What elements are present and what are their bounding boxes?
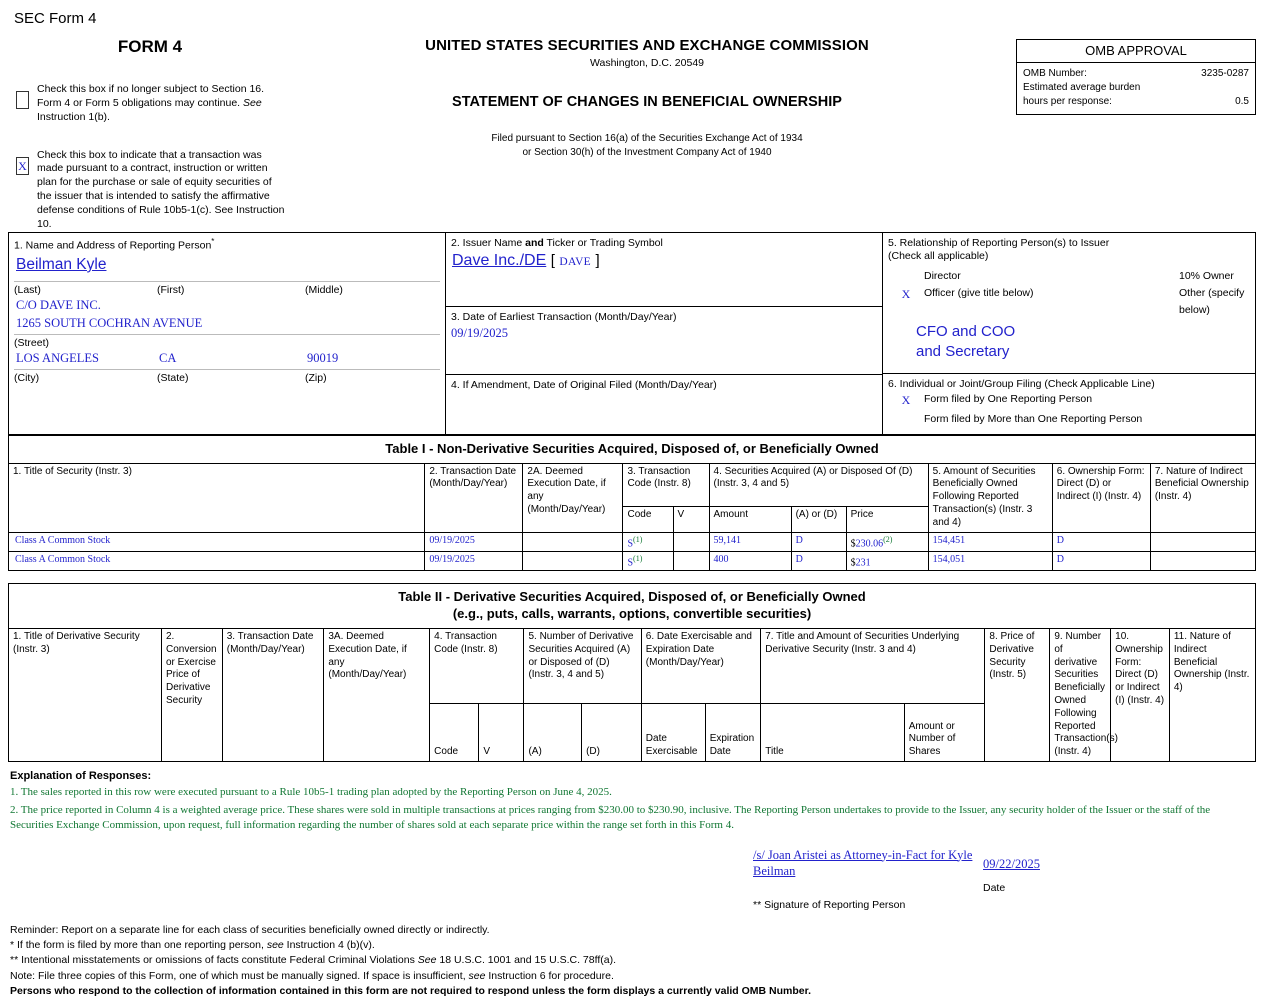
footer-star-b-text: ** Intentional misstatements or omissions of facts constitute Federal Criminal Violations bbox=[10, 954, 418, 967]
form-title: FORM 4 bbox=[117, 37, 183, 56]
table-2-banner-line2: (e.g., puts, calls, warrants, options, convertible securities) bbox=[452, 606, 812, 622]
t1-subheader-ad: (A) or (D) bbox=[791, 507, 846, 532]
t1-r0-price bbox=[846, 532, 928, 551]
t1-subheader-v: V bbox=[673, 507, 709, 532]
t2-subheader-underlying-amount: Amount or Number of Shares bbox=[904, 704, 985, 762]
statement-title: STATEMENT OF CHANGES IN BENEFICIAL OWNERSHIP bbox=[452, 94, 842, 110]
footer-star-a-text: * If the form is filed by more than one reporting person, bbox=[10, 939, 267, 952]
reporting-person-name[interactable]: Beilman Kyle bbox=[16, 255, 107, 273]
ticker-bracket-open: [ bbox=[550, 252, 555, 270]
t1-r0-price-footnote: (2) bbox=[883, 534, 893, 544]
t1-r0-nature bbox=[1150, 532, 1255, 551]
relationship-grid bbox=[888, 268, 1250, 361]
t1-r0-title: Class A Common Stock bbox=[9, 532, 425, 551]
label-middle: (Middle) bbox=[305, 283, 343, 296]
omb-approval-box bbox=[1016, 39, 1256, 115]
reporting-person-name-wrap[interactable] bbox=[14, 253, 440, 279]
t1-r1-owned: 154,051 bbox=[928, 551, 1052, 570]
label-city: (City) bbox=[14, 371, 40, 384]
signature-section bbox=[8, 847, 1256, 912]
t2-header-number-owned: 9. Number of derivative Securities Beneficially Owned Following Reported Transaction(s) (Instr. 4) bbox=[1050, 629, 1111, 762]
table-2-header-row-1 bbox=[9, 629, 1256, 704]
explanation-title: Explanation of Responses: bbox=[10, 770, 152, 783]
signature-spacer bbox=[8, 847, 753, 912]
omb-burden-label-1: Estimated average burden bbox=[1023, 82, 1141, 94]
officer-title-line2: and Secretary bbox=[916, 342, 1010, 360]
t2-header-number-acquired: 5. Number of Derivative Securities Acquired (A) or Disposed of (D) (Instr. 3, 4 and 5) bbox=[524, 629, 641, 704]
filing-row-one-person[interactable] bbox=[888, 391, 1250, 411]
relationship-label-director: Director bbox=[924, 270, 961, 283]
t1-r0-deemed bbox=[523, 532, 623, 551]
value-city: LOS ANGELES bbox=[16, 350, 99, 365]
t2-header-ownership-form: 10. Ownership Form: Direct (D) or Indirect (I) (Instr. 4) bbox=[1111, 629, 1170, 762]
footer-omb-notice: Persons who respond to the collection of information contained in this form are not required to respond unless the form displays a currently valid OMB Number. bbox=[10, 984, 812, 997]
city-state-zip-row bbox=[14, 349, 440, 367]
tables-gap bbox=[8, 571, 1256, 583]
box3-earliest-transaction-date bbox=[446, 307, 882, 375]
t1-header-deemed-date: 2A. Deemed Execution Date, if any (Month/Day/Year) bbox=[523, 463, 623, 532]
t1-r0-price-symbol: $ bbox=[850, 537, 856, 549]
signature-name-column bbox=[753, 847, 983, 912]
table-row bbox=[9, 551, 1256, 570]
t2-header-exercisable-expiration: 6. Date Exercisable and Expiration Date (Month/Day/Year) bbox=[641, 629, 760, 704]
t2-subheader-v: V bbox=[479, 704, 524, 762]
box5-label bbox=[888, 237, 1250, 264]
checkbox-section16-text-before: Check this box if no longer subject to Section 16. Form 4 or Form 5 obligations may continue. bbox=[37, 83, 265, 109]
table-2-derivative bbox=[8, 583, 1256, 762]
relationship-mark-officer[interactable]: X bbox=[901, 286, 911, 301]
t1-header-ownership-form: 6. Ownership Form: Direct (D) or Indirect (I) (Instr. 4) bbox=[1052, 463, 1150, 532]
value-state: CA bbox=[159, 350, 177, 365]
t2-subheader-d: (D) bbox=[582, 704, 642, 762]
form-footer bbox=[8, 923, 1256, 999]
checkbox-section16-label bbox=[37, 83, 288, 125]
t1-subheader-price: Price bbox=[846, 507, 928, 532]
t1-r0-date: 09/19/2025 bbox=[425, 532, 523, 551]
officer-title-text bbox=[916, 322, 1250, 360]
box1-label bbox=[14, 237, 440, 253]
omb-approval-body bbox=[1017, 63, 1255, 114]
filing-mark-one-person[interactable]: X bbox=[901, 393, 911, 408]
signature-date-caption: Date bbox=[983, 881, 1006, 894]
t1-r1-title: Class A Common Stock bbox=[9, 551, 425, 570]
t2-subheader-underlying-title: Title bbox=[761, 704, 905, 762]
divider-name bbox=[14, 281, 440, 282]
box5-relationship bbox=[883, 233, 1255, 374]
omb-number-value: 3235-0287 bbox=[1201, 68, 1249, 79]
t1-header-nature-indirect: 7. Nature of Indirect Beneficial Ownership (Instr. 4) bbox=[1150, 463, 1255, 532]
omb-approval-title: OMB APPROVAL bbox=[1017, 40, 1255, 63]
t2-header-nature-indirect: 11. Nature of Indirect Beneficial Ownership (Instr. 4) bbox=[1169, 629, 1255, 762]
signature-date-column bbox=[983, 847, 1256, 912]
t2-header-deemed-date: 3A. Deemed Execution Date, if any (Month/Day/Year) bbox=[324, 629, 430, 762]
footer-star-a bbox=[10, 938, 1256, 953]
t2-header-transaction-code: 4. Transaction Code (Instr. 8) bbox=[430, 629, 524, 704]
relationship-label-officer: Officer (give title below) bbox=[924, 286, 1034, 299]
t1-subheader-code: Code bbox=[623, 507, 673, 532]
t1-r1-amount: 400 bbox=[709, 551, 791, 570]
signature-date: 09/22/2025 bbox=[983, 856, 1040, 871]
checkbox-10b5-1[interactable]: X bbox=[16, 157, 29, 175]
footer-star-a-end: Instruction 4 (b)(v). bbox=[283, 939, 375, 952]
t2-subheader-expiration-date: Expiration Date bbox=[705, 704, 761, 762]
signature-name: /s/ Joan Aristei as Attorney-in-Fact for Kyle Beilman bbox=[753, 847, 973, 878]
box3-label: 3. Date of Earliest Transaction (Month/Day/Year) bbox=[451, 310, 677, 323]
explanation-section bbox=[8, 770, 1256, 833]
t1-r1-ownership: D bbox=[1052, 551, 1150, 570]
header-center-column bbox=[288, 33, 1006, 159]
footer-star-a-italic: see bbox=[266, 939, 284, 952]
table-1-banner-row bbox=[9, 435, 1256, 463]
t1-r0-code bbox=[623, 532, 673, 551]
t2-header-title: 1. Title of Derivative Security (Instr. 3) bbox=[9, 629, 162, 762]
t1-r0-amount: 59,141 bbox=[709, 532, 791, 551]
t2-subheader-date-exercisable: Date Exercisable bbox=[641, 704, 705, 762]
omb-burden-label-2: hours per response: bbox=[1023, 96, 1112, 108]
t1-r0-code-footnote: (1) bbox=[633, 534, 643, 544]
issuer-ticker: DAVE bbox=[559, 256, 592, 269]
t1-r1-nature bbox=[1150, 551, 1255, 570]
t2-header-conversion-price: 2. Conversion or Exercise Price of Derivative Security bbox=[161, 629, 222, 762]
footer-note-text: Note: File three copies of this Form, one of which must be manually signed. If space is insufficient, bbox=[10, 969, 469, 982]
filing-row-more-persons[interactable] bbox=[888, 411, 1250, 428]
t1-header-transaction-date: 2. Transaction Date (Month/Day/Year) bbox=[425, 463, 523, 532]
box2-label-b: Ticker or Trading Symbol bbox=[543, 236, 663, 249]
footer-note bbox=[10, 969, 1256, 984]
box6-filing-type bbox=[883, 374, 1255, 434]
checkbox-section16-text-after: Instruction 1(b). bbox=[37, 110, 110, 123]
footer-note-italic: see bbox=[468, 969, 486, 982]
t1-subheader-amount: Amount bbox=[709, 507, 791, 532]
label-state: (State) bbox=[157, 371, 189, 384]
table-row bbox=[9, 532, 1256, 551]
t1-r0-v bbox=[673, 532, 709, 551]
checkbox-row-10b5-1[interactable] bbox=[12, 149, 288, 232]
t1-r1-price-symbol: $ bbox=[850, 557, 856, 569]
t1-r1-code-value: S bbox=[627, 557, 634, 569]
box4-amendment-date bbox=[446, 375, 882, 434]
table-1-header-row-1 bbox=[9, 463, 1256, 507]
label-first: (First) bbox=[157, 283, 185, 296]
divider-city bbox=[14, 369, 440, 370]
t1-r0-ownership: D bbox=[1052, 532, 1150, 551]
officer-title-line1: CFO and COO bbox=[916, 323, 1016, 341]
filed-line-1: Filed pursuant to Section 16(a) of the Securities Exchange Act of 1934 bbox=[491, 133, 803, 144]
label-zip: (Zip) bbox=[305, 371, 327, 384]
issuer-name[interactable]: Dave Inc./DE bbox=[452, 252, 547, 270]
box6-label: 6. Individual or Joint/Group Filing (Check Applicable Line) bbox=[888, 377, 1155, 390]
footer-star-b-end: 18 U.S.C. 1001 and 15 U.S.C. 78ff(a). bbox=[436, 954, 617, 967]
table-2-banner-row bbox=[9, 584, 1256, 629]
box56-column bbox=[883, 233, 1255, 434]
explanation-item-2: 2. The price reported in Column 4 is a weighted average price. These shares were sold in multiple transactions at prices ranging from $230.00 to $230.90, inclusive. The Reporting Person undertakes to provide to the Issuer, any security holder of the Issuer or the staff of the Securities Exchange Commission, upon request, full information regarding the number of shares sold at each separate price within the range set forth in this Form 4. bbox=[10, 803, 1211, 831]
box1-column bbox=[9, 233, 446, 434]
street-line-1: C/O DAVE INC. bbox=[16, 297, 101, 312]
checkbox-section16-italic: See bbox=[243, 96, 262, 109]
street-sublabel-row bbox=[14, 337, 440, 349]
t1-r1-price-value: 231 bbox=[855, 557, 871, 569]
header-right-column bbox=[1006, 33, 1256, 115]
relationship-row-officer[interactable] bbox=[888, 285, 1250, 319]
footer-star-b bbox=[10, 953, 1256, 968]
divider-street bbox=[14, 334, 440, 335]
value-zip: 90019 bbox=[307, 350, 339, 365]
signature-caption: ** Signature of Reporting Person bbox=[753, 899, 906, 912]
label-street: (Street) bbox=[14, 336, 50, 349]
label-last: (Last) bbox=[14, 283, 41, 296]
t1-r0-owned: 154,451 bbox=[928, 532, 1052, 551]
t1-r1-code bbox=[623, 551, 673, 570]
omb-number-label: OMB Number: bbox=[1023, 68, 1087, 79]
agency-address: Washington, D.C. 20549 bbox=[589, 57, 704, 69]
header-left-column bbox=[8, 33, 288, 232]
t1-r1-v bbox=[673, 551, 709, 570]
t1-r0-ad: D bbox=[791, 532, 846, 551]
sec-form-label: SEC Form 4 bbox=[14, 10, 97, 27]
box5-label-line2: (Check all applicable) bbox=[888, 250, 989, 263]
ticker-bracket-close: ] bbox=[595, 252, 600, 270]
t1-header-title: 1. Title of Security (Instr. 3) bbox=[9, 463, 425, 532]
omb-number-row bbox=[1023, 67, 1249, 81]
box2-label-and: and bbox=[525, 236, 544, 249]
box1-name-address bbox=[9, 233, 445, 387]
box5-label-line1: 5. Relationship of Reporting Person(s) to Issuer bbox=[888, 236, 1110, 249]
t1-r1-price bbox=[846, 551, 928, 570]
box1-label-text: 1. Name and Address of Reporting Person bbox=[14, 239, 212, 252]
city-sublabels-row bbox=[14, 372, 440, 384]
filing-label-one-person: Form filed by One Reporting Person bbox=[924, 393, 1093, 406]
t1-r1-deemed bbox=[523, 551, 623, 570]
table-1-non-derivative bbox=[8, 435, 1256, 572]
relationship-row-director[interactable] bbox=[888, 268, 1250, 285]
street-line-2: 1265 SOUTH COCHRAN AVENUE bbox=[16, 315, 203, 330]
table-2-banner bbox=[9, 584, 1256, 629]
relationship-label-other: Other (specify below) bbox=[1179, 286, 1245, 316]
t2-subheader-a: (A) bbox=[524, 704, 582, 762]
t1-r0-price-value: 230.06 bbox=[855, 537, 884, 549]
checkbox-row-section16[interactable] bbox=[12, 83, 288, 125]
box3-value: 09/19/2025 bbox=[451, 326, 508, 341]
t2-subheader-code: Code bbox=[430, 704, 479, 762]
relationship-mark-director[interactable] bbox=[888, 268, 924, 285]
t2-header-underlying-securities: 7. Title and Amount of Securities Underlying Derivative Security (Instr. 3 and 4) bbox=[761, 629, 985, 704]
reporting-info-grid bbox=[8, 232, 1256, 435]
omb-burden-row-1 bbox=[1023, 81, 1249, 95]
box2-label bbox=[451, 237, 877, 251]
t1-r1-ad: D bbox=[791, 551, 846, 570]
t1-r0-code-value: S bbox=[627, 537, 634, 549]
omb-burden-value: 0.5 bbox=[1235, 96, 1249, 108]
footer-reminder: Reminder: Report on a separate line for each class of securities beneficially owned directly or indirectly. bbox=[10, 924, 490, 937]
agency-name: UNITED STATES SECURITIES AND EXCHANGE COMMISSION bbox=[425, 37, 869, 54]
footer-note-end: Instruction 6 for procedure. bbox=[485, 969, 614, 982]
filing-label-more-persons: Form filed by More than One Reporting Person bbox=[924, 413, 1143, 426]
table-2-banner-line1: Table II - Derivative Securities Acquired, Disposed of, or Beneficially Owned bbox=[398, 589, 866, 605]
explanation-item-1: 1. The sales reported in this row were executed pursuant to a Rule 10b5-1 trading plan adopted by the Reporting Person on June 4, 2025. bbox=[10, 786, 612, 799]
t2-header-price-derivative: 8. Price of Derivative Security (Instr. 5) bbox=[985, 629, 1050, 762]
filing-mark-more-persons[interactable] bbox=[888, 411, 924, 428]
t2-header-transaction-date: 3. Transaction Date (Month/Day/Year) bbox=[222, 629, 324, 762]
checkbox-section16[interactable] bbox=[16, 91, 29, 109]
t1-header-securities-acquired: 4. Securities Acquired (A) or Disposed Of (D) (Instr. 3, 4 and 5) bbox=[709, 463, 928, 507]
t1-r1-date: 09/19/2025 bbox=[425, 551, 523, 570]
t1-r1-code-footnote: (1) bbox=[633, 553, 643, 563]
box1-label-star: * bbox=[211, 236, 215, 246]
box4-label: 4. If Amendment, Date of Original Filed (Month/Day/Year) bbox=[451, 378, 717, 391]
table-1-banner: Table I - Non-Derivative Securities Acquired, Disposed of, or Beneficially Owned bbox=[9, 435, 1256, 463]
box2-issuer bbox=[446, 233, 882, 307]
box2-label-a: 2. Issuer Name bbox=[451, 236, 526, 249]
name-sublabels-row bbox=[14, 284, 440, 296]
box4-value bbox=[451, 392, 877, 394]
issuer-name-wrap[interactable] bbox=[451, 250, 877, 270]
filed-pursuant-text bbox=[288, 132, 1006, 159]
filed-line-2: or Section 30(h) of the Investment Company Act of 1940 bbox=[522, 146, 772, 158]
footer-star-b-italic: See bbox=[417, 954, 437, 967]
box234-column bbox=[446, 233, 883, 434]
relationship-label-tenpercent: 10% Owner bbox=[1179, 270, 1234, 283]
t1-header-amount-owned: 5. Amount of Securities Beneficially Owned Following Reported Transaction(s) (Instr. 3 and 4) bbox=[928, 463, 1052, 532]
checkbox-10b5-1-label: Check this box to indicate that a transaction was made pursuant to a contract, instruction or written plan for the purchase or sale of equity securities of the issuer that is intended to satisfy the affirmative defense conditions of Rule 10b5-1(c). See Instruction 10. bbox=[37, 148, 285, 230]
form-header bbox=[8, 33, 1256, 232]
t1-header-transaction-code: 3. Transaction Code (Instr. 8) bbox=[623, 463, 709, 507]
omb-burden-row-2 bbox=[1023, 95, 1249, 109]
